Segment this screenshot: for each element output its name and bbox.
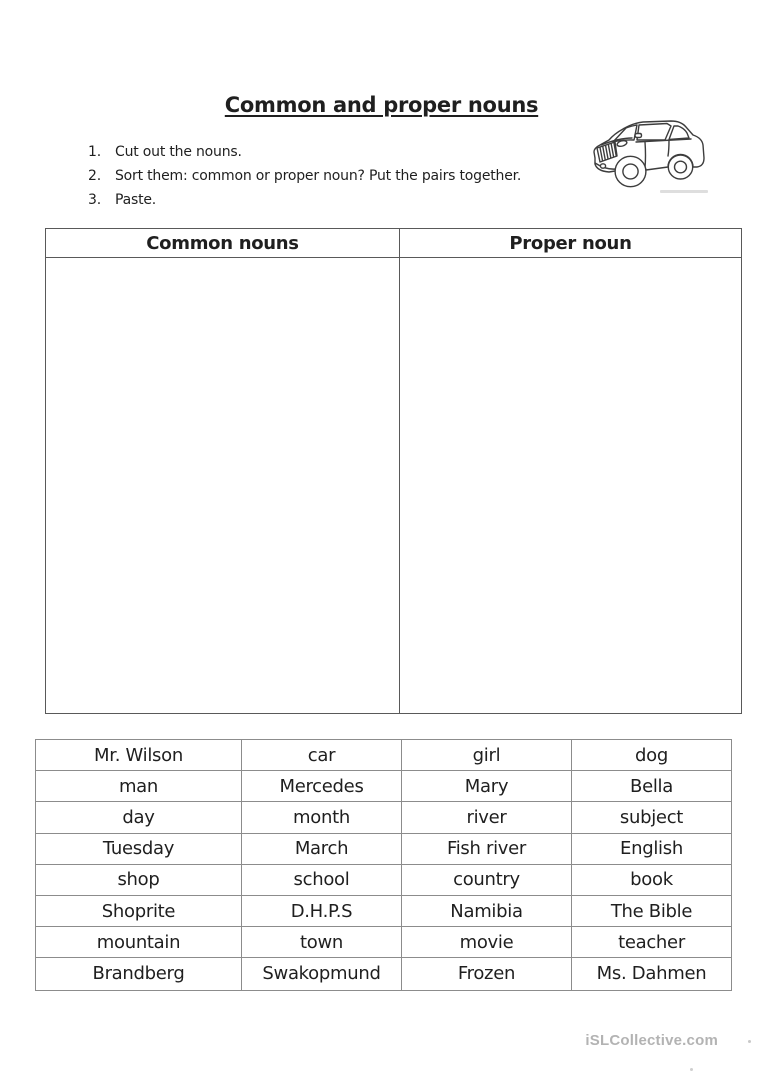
car-icon	[579, 112, 719, 198]
word-cell: girl	[402, 740, 572, 771]
word-cell: Swakopmund	[242, 958, 402, 989]
word-cell: teacher	[572, 927, 731, 958]
word-cell: Namibia	[402, 896, 572, 927]
common-nouns-header: Common nouns	[46, 229, 400, 257]
islcollective-watermark: iSLCollective.com	[585, 1032, 718, 1049]
car-illustration	[579, 112, 719, 198]
instructions-list	[88, 140, 521, 212]
speck	[690, 1068, 693, 1071]
word-cell: The Bible	[572, 896, 731, 927]
word-cell: shop	[36, 865, 242, 896]
car-credit-smudge	[660, 190, 708, 193]
instruction-text: Paste.	[115, 192, 157, 208]
word-cell: Mr. Wilson	[36, 740, 242, 771]
word-cell: Brandberg	[36, 958, 242, 989]
instruction-number: 2.	[88, 168, 101, 184]
word-cell: car	[242, 740, 402, 771]
word-bank-grid	[35, 739, 732, 991]
common-nouns-paste-area	[46, 258, 400, 713]
proper-noun-header: Proper noun	[509, 232, 632, 254]
word-cell: subject	[572, 802, 731, 833]
word-cell: mountain	[36, 927, 242, 958]
word-cell: Shoprite	[36, 896, 242, 927]
page-title-text: Common and proper nouns	[224, 93, 539, 117]
instruction-item	[88, 188, 521, 212]
word-cell: Mercedes	[242, 771, 402, 802]
word-cell: D.H.P.S	[242, 896, 402, 927]
word-cell: dog	[572, 740, 731, 771]
word-cell: country	[402, 865, 572, 896]
word-cell: English	[572, 834, 731, 865]
word-cell: month	[242, 802, 402, 833]
word-cell: man	[36, 771, 242, 802]
word-cell: river	[402, 802, 572, 833]
instruction-number: 3.	[88, 192, 101, 208]
sorting-table	[45, 228, 742, 714]
word-cell: Frozen	[402, 958, 572, 989]
word-cell: town	[242, 927, 402, 958]
word-cell: Bella	[572, 771, 731, 802]
instruction-item	[88, 140, 521, 164]
proper-noun-paste-area	[400, 258, 741, 713]
sorting-table-header-row	[46, 229, 741, 258]
instruction-text: Cut out the nouns.	[115, 144, 242, 160]
sorting-table-body	[46, 258, 741, 713]
word-cell: Mary	[402, 771, 572, 802]
speck	[748, 1040, 751, 1043]
word-cell: Ms. Dahmen	[596, 963, 707, 985]
word-cell: day	[36, 802, 242, 833]
instruction-number: 1.	[88, 144, 101, 160]
word-cell: book	[572, 865, 731, 896]
word-cell: Fish river	[402, 834, 572, 865]
instruction-item	[88, 164, 521, 188]
instruction-text: Sort them: common or proper noun? Put the pairs together.	[115, 168, 522, 184]
word-cell: school	[242, 865, 402, 896]
word-cell: March	[242, 834, 402, 865]
word-cell: movie	[402, 927, 572, 958]
word-cell: Tuesday	[36, 834, 242, 865]
